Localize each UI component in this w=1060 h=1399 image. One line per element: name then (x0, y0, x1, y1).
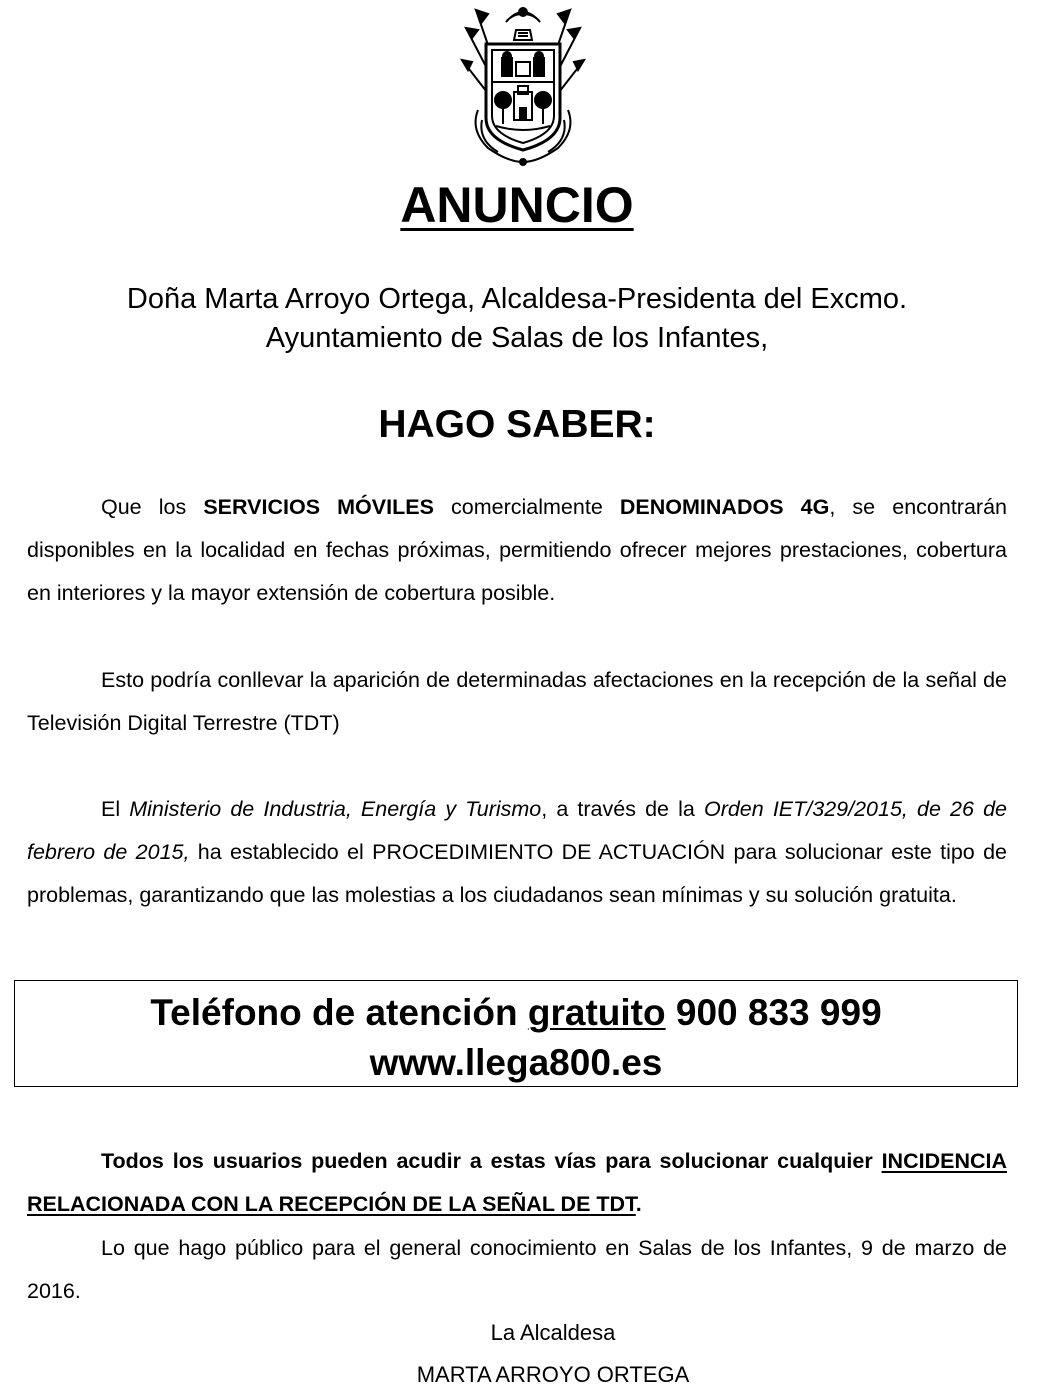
section-heading: HAGO SABER: (378, 403, 656, 446)
contact-box (14, 980, 1018, 1087)
page-title: ANUNCIO (400, 177, 634, 233)
paragraph-users-channels: Todos los usuarios pueden acudir a estas vías para solucionar cualquier INCIDENCIA RELACIONADA CON LA RECEPCIÓN DE LA SEÑAL DE TDT. (27, 1149, 1007, 1216)
signature-role: La Alcaldesa (490, 1320, 616, 1345)
paragraph-tdt-effects: Esto podría conllevar la aparición de determinadas afectaciones en la recepción de la señal de Televisión Digital Terrestre (TDT) (27, 668, 1007, 735)
phone-line: Teléfono de atención gratuito 900 833 999 (150, 992, 882, 1033)
coat-of-arms-icon (448, 0, 598, 170)
paragraph-4g-services: Que los SERVICIOS MÓVILES comercialmente DENOMINADOS 4G, se encontrarán disponibles en la localidad en fechas próximas, permitiendo ofrecer mejores prestaciones, cobertura en interiores y la mayor extensión de cobertura posible. (27, 495, 1007, 605)
intro-line-2: Ayuntamiento de Salas de los Infantes, (265, 322, 769, 354)
issuer-intro (0, 280, 1034, 358)
signature-name: MARTA ARROYO ORTEGA (416, 1362, 690, 1387)
intro-line-1: Doña Marta Arroyo Ortega, Alcaldesa-Presidenta del Excmo. (126, 283, 908, 315)
website-line: www.llega800.es (369, 1042, 663, 1083)
paragraph-ministry-order: El Ministerio de Industria, Energía y Turismo, a través de la Orden IET/329/2015, de 26 de febrero de 2015, ha establecido el PROCEDIMIENTO DE ACTUACIÓN para solucionar este tipo de problemas, garantizando que las molestias a los ciudadanos sean mínimas y su solución gratuita. (27, 797, 1007, 907)
paragraph-public-notice: Lo que hago público para el general conocimiento en Salas de los Infantes, 9 de marzo de 2016. (27, 1236, 1007, 1303)
